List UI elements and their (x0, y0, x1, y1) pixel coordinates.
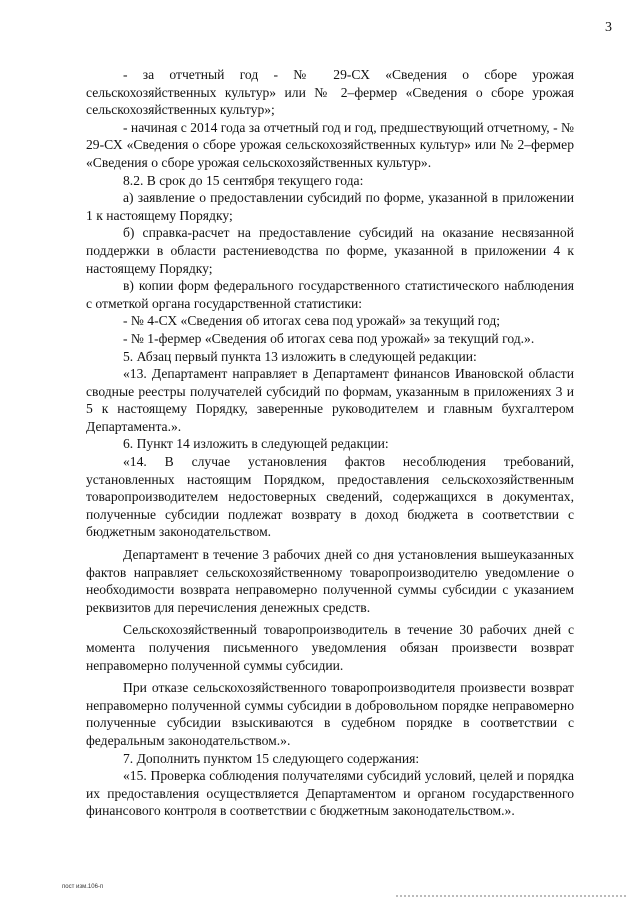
paragraph: б) справка-расчет на предоставление субсидий на оказание несвязанной поддержки в области растениеводства по форме, указанной в приложении 4 к настоящему Порядку; (86, 225, 574, 276)
paragraph: 5. Абзац первый пункта 13 изложить в следующей редакции: (123, 348, 477, 364)
paragraph: - за отчетный год - № 29-СХ «Сведения о сборе урожая сельскохозяйственных культур» или № 2–фермер «Сведения о сборе урожая сельскохозяйственных культур»; (86, 67, 574, 118)
paragraph: «13. Департамент направляет в Департамент финансов Ивановской области сводные реестры получателей субсидий по формам, указанным в приложениях 3 и 5 к настоящему Порядку, заверенные руководителем и главным бухгалтером Департамента.». (86, 366, 574, 434)
paragraph: Департамент в течение 3 рабочих дней со дня установления вышеуказанных фактов направляет сельскохозяйственному товаропроизводителю уведомление о необходимости возврата неправомерно полученной суммы субсидии с указанием реквизитов для перечисления денежных средств. (86, 547, 574, 615)
paragraph: 6. Пункт 14 изложить в следующей редакции: (123, 436, 389, 452)
paragraph: - начиная с 2014 года за отчетный год и год, предшествующий отчетному, - № 29-СХ «Сведения о сборе урожая сельскохозяйственных культур» или № 2–фермер «Сведения о сборе урожая сельскохозяйственных культур». (86, 119, 574, 170)
page-number: 3 (605, 20, 612, 35)
document-body (86, 66, 574, 820)
paragraph: 8.2. В срок до 15 сентября текущего года: (123, 172, 364, 188)
paragraph: 7. Дополнить пунктом 15 следующего содержания: (123, 750, 420, 766)
paragraph: а) заявление о предоставлении субсидий по форме, указанной в приложении 1 к настоящему Порядку; (86, 190, 574, 223)
paragraph: При отказе сельскохозяйственного товаропроизводителя произвести возврат неправомерно полученной суммы субсидии в добровольном порядке неправомерно полученные субсидии взыскиваются в судебном порядке в соответствии с федеральным законодательством.». (86, 680, 574, 748)
footer-document-code: пост изм.106-п (62, 884, 104, 890)
paragraph: «15. Проверка соблюдения получателями субсидий условий, целей и порядка их предоставления осуществляется Департаментом и органом государственного финансового контроля в соответствии с бюджетным законодательством.». (86, 768, 574, 819)
paragraph: Сельскохозяйственный товаропроизводитель в течение 30 рабочих дней с момента получения письменного уведомления обязан произвести возврат неправомерно полученной суммы субсидии. (86, 622, 574, 673)
paragraph: - № 4-СХ «Сведения об итогах сева под урожай» за текущий год; (123, 313, 501, 329)
scan-artifact (396, 895, 626, 901)
paragraph: - № 1-фермер «Сведения об итогах сева под урожай» за текущий год.». (123, 330, 535, 346)
paragraph: «14. В случае установления фактов несоблюдения требований, установленных настоящим Порядком, предоставления сельскохозяйственным товаропроизводителем недостоверных сведений, содержащихся в документах, полученные субсидии подлежат возврату в доход бюджета в соответствии с бюджетным законодательством. (86, 454, 574, 540)
paragraph: в) копии форм федерального государственного статистического наблюдения с отметкой органа государственной статистики: (86, 278, 574, 311)
